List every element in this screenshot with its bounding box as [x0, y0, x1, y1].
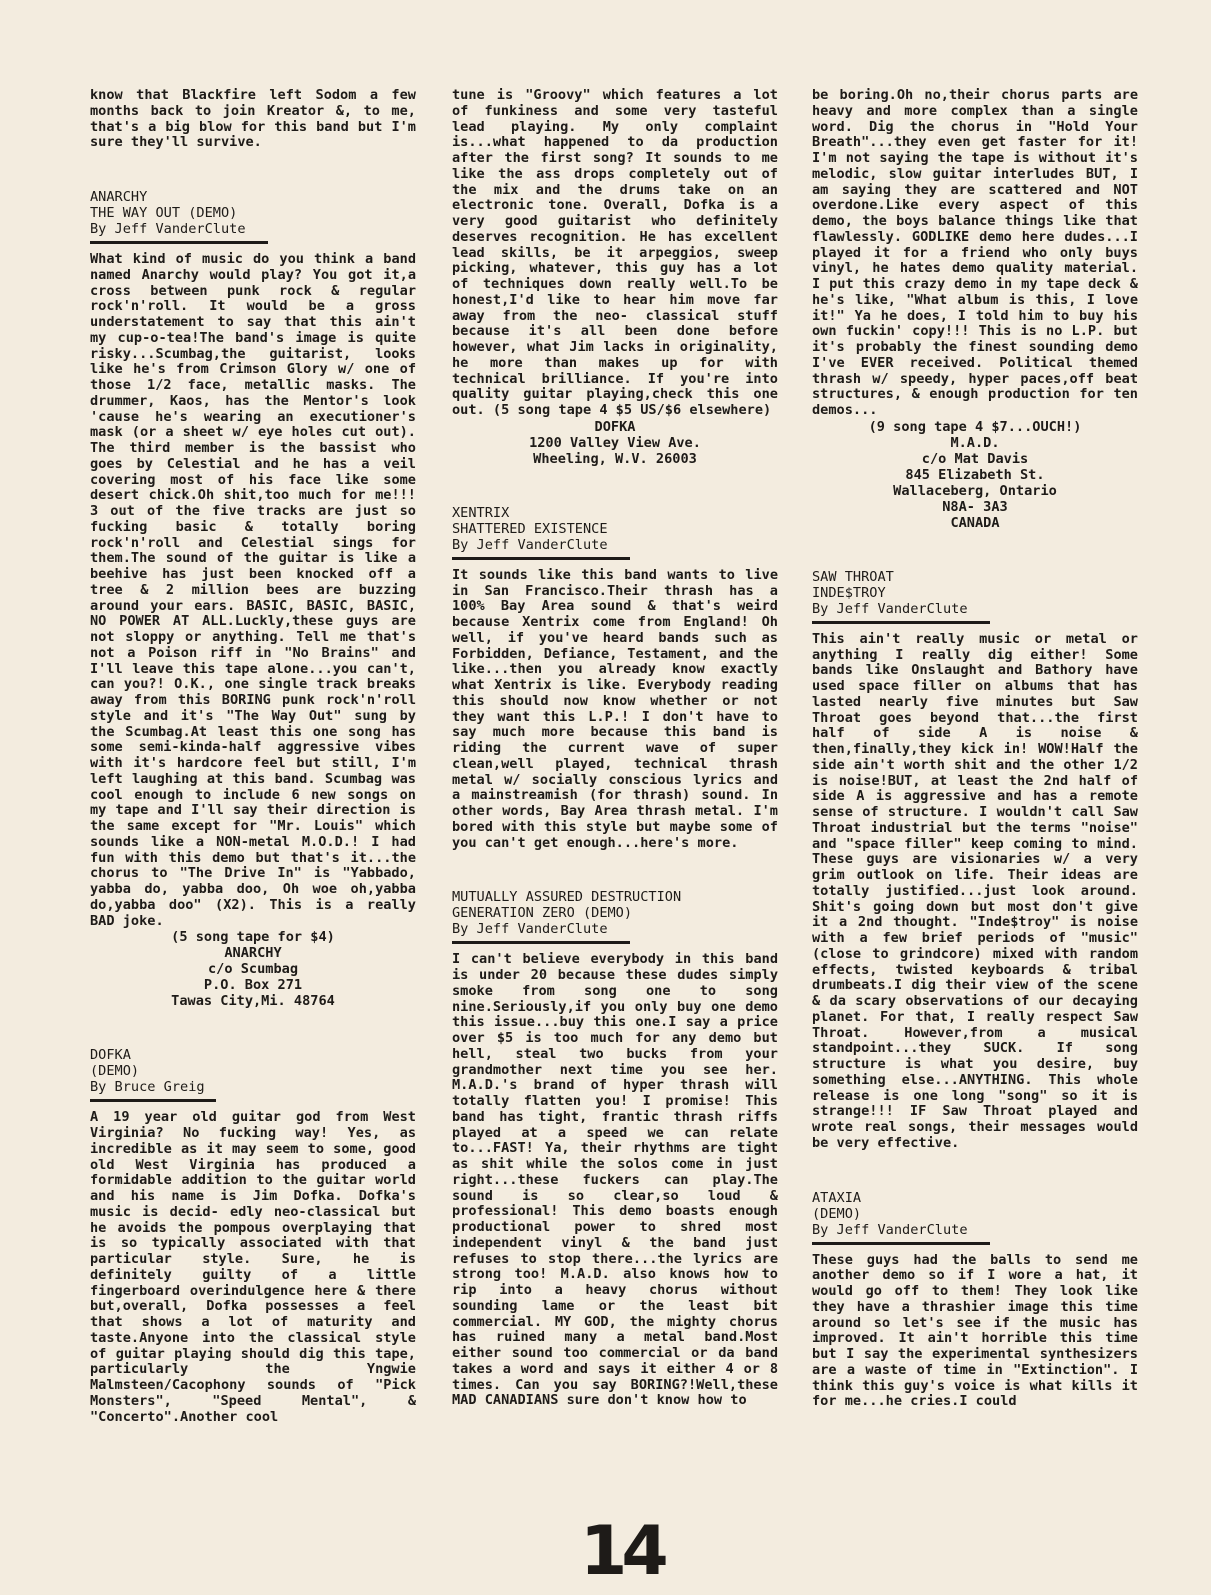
review-title-line: MUTUALLY ASSURED DESTRUCTION — [452, 889, 682, 906]
review-title-line: ATAXIA — [812, 1189, 862, 1206]
review — [452, 88, 778, 467]
address-line: Tawas City,Mi. 48764 — [171, 993, 335, 1010]
contact-address — [812, 419, 1138, 531]
review-heading — [90, 1047, 416, 1095]
review-heading — [812, 1190, 1138, 1238]
review-title-line: DOFKA — [90, 1047, 131, 1064]
review — [812, 569, 1138, 1152]
review-body: be boring.Oh no,their chorus parts are heavy and more complex than a single word. Dig the chorus in "Hold Your Breath"...they even get faster for it! I'm not saying the tape is without it's melodic, slow guitar interludes BUT, I am saying they are scattered and NOT overdone.Like every aspect of this demo, the boys balance things like that flawlessly. GODLIKE demo here dudes...I played it for a friend who only buys vinyl, he hates demo quality material. I put this crazy demo in my tape deck & he's like, "What album is this, I love it!" Ya he does, I told him to buy his own fuckin' copy!!! This is no L.P. but it's probably the finest sounding demo I've EVER received. Political themed thrash w/ speedy, hyper paces,off beat structures, & enough production for ten demos... — [812, 87, 1138, 418]
review — [812, 1190, 1138, 1411]
review-title-line: SAW THROAT — [812, 568, 894, 585]
page-number: 14 — [580, 1512, 663, 1591]
review-byline: By Jeff VanderClute — [812, 1221, 968, 1238]
review-title-line: (DEMO) — [812, 1205, 862, 1222]
review-body: What kind of music do you think a band named Anarchy would play? You got it,a cross between punk rock & regular rock'n'roll. It would be a gross understatement to say that this ain't my cup-o-tea!The band's image is quite risky...Scumbag,the guitarist, looks like he's from Crimson Glory w/ one of those 1/2 face, metallic masks. The drummer, Kaos, has the Mentor's look 'cause he's wearing an executioner's mask (or a sheet w/ eye holes cut out). The third member is the bassist who goes by Celestial and he has a veil covering most of his face like some desert chick.Oh shit,too much for me!!! 3 out of the five tracks are just so fucking basic & totally boring rock'n'roll and Celestial sings for them.The sound of the guitar is like a beehive has just been knocked off a tree & 2 million bees are buzzing around your ears. BASIC, BASIC, BASIC, NO POWER AT ALL.Luckly,these guys are not sloppy or anything. Tell me that's not a Poison riff in "No Brains" and I'll leave this tape alone...you can't, can you?! O.K., one single track breaks away from this BORING punk rock'n'roll style and it's "The Way Out" sung by the Scumbag.At least this one song has some semi-kinda-half aggressive vibes with it's hardcore feel but still, I'm left laughing at this band. Scumbag was cool enough to include 6 new songs on my tape and I'll say their direction is the same except for "Mr. Louis" which sounds like a NON-metal M.O.D.! I had fun with this demo but that's it...the chorus to "The Drive In" is "Yabbado, yabba do, yabba doo, Oh woe oh,yabba do,yabba doo" (X2). This is a really BAD joke. — [90, 251, 416, 929]
review-title-line: SHATTERED EXISTENCE — [452, 520, 608, 537]
review-heading — [90, 189, 416, 237]
address-line: DOFKA — [594, 418, 636, 435]
address-line: ANARCHY — [224, 945, 282, 962]
review-title-line: XENTRIX — [452, 504, 510, 521]
address-line: N8A- 3A3 — [942, 498, 1008, 515]
review — [90, 88, 416, 151]
review-title-line: ANARCHY — [90, 189, 148, 205]
review — [90, 1047, 416, 1425]
review — [452, 505, 778, 852]
review-byline: By Jeff VanderClute — [812, 600, 968, 617]
review-title-line: (DEMO) — [90, 1063, 140, 1080]
address-line: Wallaceberg, Ontario — [893, 482, 1057, 499]
address-line: c/o Mat Davis — [921, 450, 1029, 467]
address-line: Wheeling, W.V. 26003 — [533, 450, 697, 467]
column-3 — [812, 88, 1138, 1410]
review-byline: By Bruce Greig — [90, 1079, 205, 1096]
review-body: tune is "Groovy" which features a lot of funkiness and some very tasteful lead playing. My only complaint is...what happened to da production after the first song? It sounds to me like the ass drops completely out of the mix and the drums take on an electronic tone. Overall, Dofka is a very good guitarist who definitely deserves recognition. He has excellent lead skills, be it arpeggios, sweep picking, whatever, this guy has a lot of techniques down really well.To be honest,I'd like to hear him move far away from the neo- classical stuff because it's all been done before however, what Jim lacks in originality, he more than makes up for with technical brilliance. If you're into quality guitar playing,check this one out. (5 song tape 4 $5 US/$6 elsewhere) — [452, 87, 778, 418]
address-line: (9 song tape 4 $7...OUCH!) — [868, 418, 1082, 435]
contact-address — [90, 929, 416, 1009]
review-title-line: THE WAY OUT (DEMO) — [90, 205, 238, 221]
review-title-line: GENERATION ZERO (DEMO) — [452, 905, 633, 922]
heading-underline — [812, 1242, 990, 1245]
address-line: (5 song tape for $4) — [171, 929, 335, 946]
review — [812, 88, 1138, 531]
review-body: These guys had the balls to send me another demo so if I wore a hat, it would go off to them! They look like they have a thrashier image this time around so let's see if the music has improved. It ain't horrible this time but I say the experimental synthesizers are a waste of time in "Extinction". I think this guy's voice is what kills it for me...he cries.I could — [812, 1251, 1138, 1410]
review-byline: By Jeff VanderClute — [452, 536, 608, 553]
heading-underline — [452, 941, 630, 944]
address-line: CANADA — [950, 514, 1000, 531]
heading-underline — [90, 1099, 216, 1102]
review-byline: By Jeff VanderClute — [452, 921, 608, 938]
review-title-line: INDE$TROY — [812, 584, 886, 601]
column-1 — [90, 88, 416, 1425]
review-body: This ain't really music or metal or anything I really dig either! Some bands like Onslaught and Bathory have used space filler on albums that has lasted nearly five minutes but Saw Throat goes beyond that...the first half of side A is noise & then,finally,they kick in! WOW!Half the side ain't worth shit and the other 1/2 is noise!BUT, at least the 2nd half of side A is aggressive and has a remote sense of structure. I wouldn't call Saw Throat industrial but the terms "noise" and "space filler" keep coming to mind. These guys are visionaries w/ a very grim outlook on life. Their ideas are totally justified...just look around. Shit's going down but most don't give it a 2nd thought. "Inde$troy" is noise with a few brief periods of "music" (close to grindcore) mixed with random effects, twisted keyboards & tribal drumbeats.I dig their view of the scene & da scary observations of our decaying planet. For that, I really respect Saw Throat. However,from a musical standpoint...they SUCK. If song structure is what you desire, buy something else...ANYTHING. This whole release is one long "song" so it is strange!!! IF Saw Throat played and wrote real songs, their messages would be very effective. — [812, 630, 1138, 1151]
heading-underline — [90, 241, 268, 244]
review-heading — [452, 889, 778, 937]
heading-underline — [452, 557, 630, 560]
address-line: P.O. Box 271 — [203, 977, 303, 994]
address-line: 845 Elizabeth St. — [905, 466, 1045, 483]
contact-address — [452, 419, 778, 467]
review-body: I can't believe everybody in this band is under 20 because these dudes simply smoke from song one to song nine.Seriously,if you only buy one demo this issue...buy this one.I say a price over $5 is too much for any demo but hell, steal two bucks from your grandmother next time you see her. M.A.D.'s brand of hyper thrash will totally flatten you! I promise! This band has tight, frantic thrash riffs played at a speed we can relate to...FAST! Ya, their rhythms are tight as shit while the solos come in just right...these fuckers can play.The sound is so clear,so loud & professional! This demo boasts enough productional power to shred most independent vinyl & the band just refuses to stop there...the lyrics are strong too! M.A.D. also knows how to rip into a heavy chorus without sounding lame or the least bit commercial. MY GOD, the mighty chorus has ruined many a metal band.Most either sound too commercial or da band takes a word and says it either 4 or 8 times. Can you say BORING?!Well,these MAD CANADIANS sure don't know how to — [452, 951, 778, 1409]
heading-underline — [812, 621, 990, 624]
address-line: c/o Scumbag — [207, 961, 299, 978]
review-heading — [812, 569, 1138, 617]
review-body: know that Blackfire left Sodom a few months back to join Kreator &, to me, that's a big blow for this band but I'm sure they'll survive. — [90, 87, 416, 151]
address-line: M.A.D. — [950, 434, 1000, 451]
review-byline: By Jeff VanderClute — [90, 221, 246, 237]
address-line: 1200 Valley View Ave. — [529, 434, 701, 451]
review-body: It sounds like this band wants to live in San Francisco.Their thrash has a 100% Bay Area sound & that's weird because Xentrix come from England! Oh well, if you've heard bands such as Forbidden, Defiance, Testament, and the like...then you already know exactly what Xentrix is like. Everybody reading this should now know whether or not they want this L.P.! I don't have to say much more because this band is riding the current wave of super clean,well played, technical thrash metal w/ socially conscious lyrics and a mainstreamish (for thrash) sound. In other words, Bay Area thrash metal. I'm bored with this style but maybe some of you can't get enough...here's more. — [452, 566, 778, 851]
review-body: A 19 year old guitar god from West Virginia? No fucking way! Yes, as incredible as it may seem to some, good old West Virginia has produced a formidable addition to the guitar world and his name is Jim Dofka. Dofka's music is decid- edly neo-classical but he avoids the pompous overplaying that is so typically associated with that particular style. Sure, he is definitely guilty of a little fingerboard overindulgence here & there but,overall, Dofka possesses a feel that shows a lot of maturity and taste.Anyone into the classical style of guitar playing should dig this tape, particularly the Yngwie Malmsteen/Cacophony sounds of "Pick Monsters", "Speed Mental", & "Concerto".Another cool — [90, 1109, 416, 1425]
review — [452, 889, 778, 1409]
review — [90, 189, 416, 1009]
review-heading — [452, 505, 778, 553]
column-2 — [452, 88, 778, 1409]
